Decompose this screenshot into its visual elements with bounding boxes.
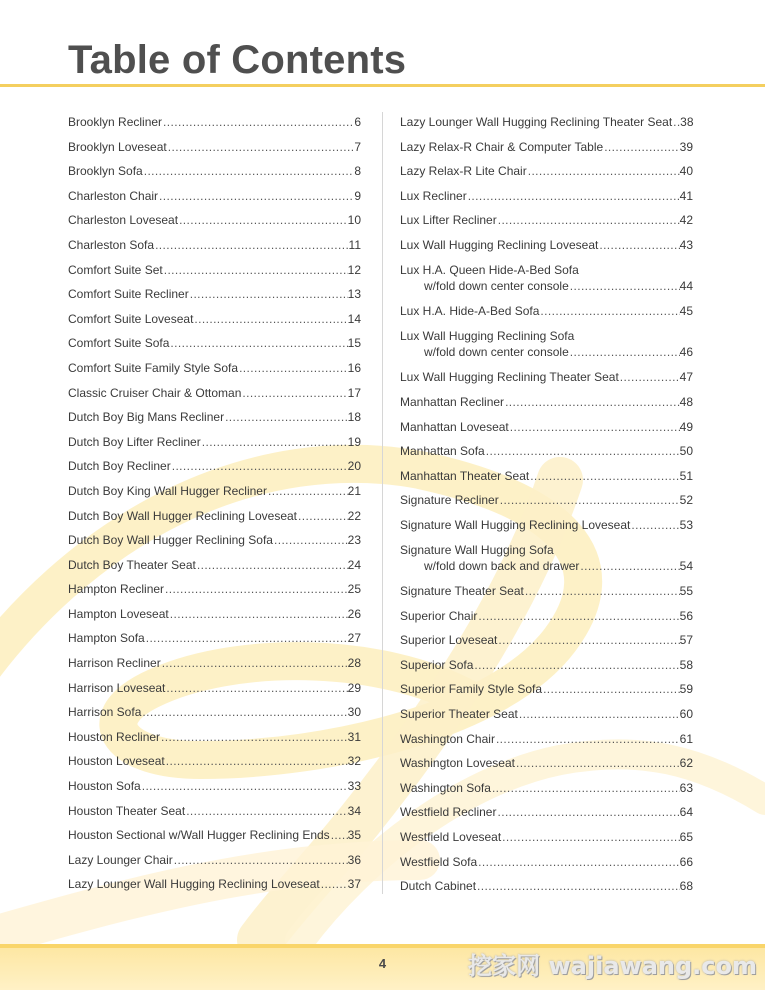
dot-leader	[672, 114, 680, 130]
toc-entry-subtitle: w/fold down center console	[424, 279, 569, 294]
toc-entry-page: 58	[679, 657, 693, 672]
toc-entry[interactable]	[68, 163, 361, 179]
toc-entry[interactable]	[400, 394, 693, 410]
toc-entry-title: Harrison Recliner	[68, 656, 161, 671]
dot-leader	[241, 385, 347, 401]
toc-entry[interactable]	[68, 409, 361, 425]
toc-entry-page: 16	[347, 360, 361, 375]
toc-entry-page: 40	[679, 164, 693, 179]
toc-entry-title: Westfield Sofa	[400, 854, 478, 869]
toc-entry[interactable]	[400, 188, 693, 204]
dot-leader	[160, 729, 348, 745]
toc-entry-page: 20	[347, 459, 361, 474]
toc-entry[interactable]	[68, 532, 361, 548]
dot-leader	[158, 188, 354, 204]
dot-leader	[501, 829, 679, 845]
toc-entry-title: Houston Sectional w/Wall Hugger Reclining Ends	[68, 828, 330, 843]
toc-entry-title: Superior Sofa	[400, 657, 474, 672]
toc-entry[interactable]	[68, 680, 361, 696]
dot-leader	[467, 188, 680, 204]
toc-entry-title: Westfield Loveseat	[400, 830, 502, 845]
toc-entry-title: Superior Loveseat	[400, 633, 498, 648]
toc-entry-subtitle: w/fold down center console	[424, 345, 569, 360]
toc-entry[interactable]	[68, 827, 361, 843]
toc-entry[interactable]	[68, 335, 361, 351]
toc-entry-page: 36	[347, 852, 361, 867]
toc-entry[interactable]	[400, 608, 693, 624]
toc-entry-title: Lux Wall Hugging Reclining Theater Seat	[400, 370, 619, 385]
dot-leader	[527, 163, 680, 179]
dot-leader	[518, 706, 680, 722]
toc-entry-page: 53	[679, 517, 693, 532]
toc-entry[interactable]	[68, 704, 361, 720]
toc-entry-page: 46	[679, 345, 693, 360]
toc-entry-title: Dutch Cabinet	[400, 879, 477, 894]
toc-entry-page: 26	[347, 606, 361, 621]
dot-leader	[569, 344, 680, 361]
toc-entry[interactable]	[68, 237, 361, 253]
toc-entry-page: 11	[348, 237, 361, 252]
dot-leader	[569, 278, 680, 295]
toc-entry-page: 10	[347, 213, 361, 228]
dot-leader	[330, 827, 348, 843]
toc-entry-title: Manhattan Sofa	[400, 444, 485, 459]
dot-leader	[491, 780, 680, 796]
toc-entry[interactable]	[400, 163, 693, 179]
toc-entry-title: Signature Recliner	[400, 493, 499, 508]
toc-entry-page: 48	[679, 394, 693, 409]
toc-entry-subtitle: w/fold down back and drawer	[424, 559, 580, 573]
toc-entry-title: Brooklyn Sofa	[68, 164, 143, 179]
toc-entry-page: 32	[347, 754, 361, 769]
toc-entry[interactable]	[68, 581, 361, 597]
dot-leader	[224, 409, 348, 425]
toc-entry-page: 9	[354, 188, 361, 203]
dot-leader	[603, 139, 679, 155]
toc-entry[interactable]	[400, 681, 693, 697]
toc-entry-title: Harrison Sofa	[68, 705, 142, 720]
toc-entry[interactable]	[400, 632, 693, 648]
dot-leader	[193, 311, 347, 327]
toc-entry[interactable]	[68, 212, 361, 228]
toc-entry-title: Manhattan Loveseat	[400, 419, 509, 434]
toc-entry[interactable]	[400, 854, 693, 870]
toc-entry-title: Lux H.A. Hide-A-Bed Sofa	[400, 304, 540, 319]
toc-entry-title: Comfort Suite Family Style Sofa	[68, 360, 239, 375]
toc-entry-page: 62	[679, 756, 693, 771]
toc-entry-title: Comfort Suite Set	[68, 262, 163, 277]
toc-entry[interactable]	[400, 542, 693, 575]
dot-leader	[476, 878, 680, 894]
dot-leader	[496, 804, 679, 820]
toc-entry[interactable]	[400, 583, 693, 599]
toc-entry-title: Superior Theater Seat	[400, 707, 518, 722]
dot-leader	[189, 286, 348, 302]
toc-entry-page: 28	[347, 656, 361, 671]
toc-entry-page: 57	[679, 633, 693, 648]
toc-entry[interactable]	[400, 114, 693, 130]
toc-entry-title: Lazy Lounger Chair	[68, 852, 173, 867]
toc-entry-page: 55	[679, 584, 693, 599]
toc-entry[interactable]	[68, 458, 361, 474]
toc-entry[interactable]	[400, 237, 693, 253]
toc-entry[interactable]	[400, 780, 693, 796]
dot-leader	[630, 517, 679, 533]
toc-entry-page: 38	[680, 115, 694, 129]
toc-entry-title: Dutch Boy Lifter Recliner	[68, 434, 201, 449]
toc-entry[interactable]	[400, 829, 693, 845]
dot-leader	[485, 443, 680, 459]
toc-right-column	[400, 114, 693, 903]
toc-entry[interactable]	[400, 731, 693, 747]
toc-entry[interactable]	[400, 303, 693, 319]
toc-entry[interactable]	[68, 311, 361, 327]
toc-entry-page: 33	[347, 779, 361, 794]
toc-entry[interactable]	[68, 729, 361, 745]
toc-entry-page: 30	[347, 705, 361, 720]
toc-entry-title: Washington Loveseat	[400, 756, 515, 771]
toc-entry-page: 8	[354, 164, 361, 179]
toc-entry-title: Dutch Boy King Wall Hugger Recliner	[68, 483, 267, 498]
dot-leader	[163, 262, 348, 278]
toc-entry-page: 25	[347, 582, 361, 597]
dot-leader	[165, 680, 347, 696]
toc-entry-title: Lazy Lounger Wall Hugging Reclining Loveseat	[68, 877, 320, 892]
toc-entry[interactable]	[68, 188, 361, 204]
toc-entry-page: 50	[679, 444, 693, 459]
toc-entry[interactable]	[400, 262, 693, 295]
dot-leader	[145, 630, 348, 646]
toc-entry-page: 31	[347, 729, 361, 744]
toc-entry-page: 18	[347, 410, 361, 425]
toc-entry-title: Superior Family Style Sofa	[400, 682, 543, 697]
toc-entry-page: 19	[347, 434, 361, 449]
dot-leader	[238, 360, 348, 376]
dot-leader	[201, 434, 348, 450]
toc-entry-page: 44	[679, 279, 693, 294]
dot-leader	[165, 753, 348, 769]
toc-entry-title: Signature Theater Seat	[400, 584, 524, 599]
toc-entry-page: 41	[679, 188, 693, 203]
watermark-logo: 挖家网 wajiawang.com	[468, 952, 757, 980]
toc-entry-page: 56	[679, 608, 693, 623]
dot-leader	[477, 608, 679, 624]
toc-entry-title: Westfield Recliner	[400, 805, 497, 820]
toc-entry-page: 7	[354, 139, 361, 154]
dot-leader	[598, 237, 679, 253]
toc-entry[interactable]	[400, 517, 693, 533]
toc-entry-page: 49	[679, 419, 693, 434]
dot-leader	[579, 558, 679, 575]
toc-entry[interactable]	[68, 262, 361, 278]
dot-leader	[169, 335, 347, 351]
toc-entry[interactable]	[400, 755, 693, 771]
toc-entry-page: 35	[347, 828, 361, 843]
toc-entry-page: 64	[679, 805, 693, 820]
dot-leader	[509, 419, 680, 435]
toc-entry-title: Signature Wall Hugging Reclining Loveseat	[400, 517, 631, 532]
toc-entry-page: 52	[679, 493, 693, 508]
toc-entry-title: Charleston Loveseat	[68, 213, 179, 228]
toc-entry[interactable]	[400, 804, 693, 820]
toc-entry-page: 43	[679, 237, 693, 252]
toc-entry-page: 54	[679, 559, 693, 573]
toc-entry-title: Manhattan Recliner	[400, 394, 505, 409]
toc-entry-page: 59	[679, 682, 693, 697]
dot-leader	[515, 755, 680, 771]
toc-entry-page: 68	[679, 879, 693, 894]
toc-entry[interactable]	[400, 657, 693, 673]
toc-entry-page: 12	[347, 262, 361, 277]
toc-entry[interactable]	[68, 753, 361, 769]
dot-leader	[320, 876, 348, 892]
page-number: 4	[378, 956, 387, 971]
toc-entry[interactable]	[400, 139, 693, 155]
toc-entry[interactable]	[68, 434, 361, 450]
toc-entry-title: Dutch Boy Recliner	[68, 459, 171, 474]
dot-leader	[477, 854, 679, 870]
dot-leader	[524, 583, 680, 599]
toc-entry-title: Comfort Suite Sofa	[68, 336, 170, 351]
toc-entry[interactable]	[68, 557, 361, 573]
toc-entry-title: Lazy Lounger Wall Hugging Reclining Theater Seat	[400, 115, 673, 129]
toc-entry-page: 45	[679, 304, 693, 319]
toc-entry[interactable]	[68, 876, 361, 892]
toc-entry-title: Hampton Loveseat	[68, 606, 169, 621]
toc-entry-page: 65	[679, 830, 693, 845]
dot-leader	[297, 508, 348, 524]
dot-leader	[495, 731, 680, 747]
toc-entry-page: 39	[679, 139, 693, 154]
toc-entry[interactable]	[68, 508, 361, 524]
toc-entry-page: 22	[347, 508, 361, 523]
toc-entry-page: 21	[347, 483, 361, 498]
dot-leader	[267, 483, 348, 499]
toc-entry-page: 6	[354, 115, 361, 129]
toc-entry-title: Brooklyn Recliner	[68, 115, 163, 129]
toc-entry-title: Lux Recliner	[400, 188, 467, 203]
toc-entry-title: Houston Loveseat	[68, 754, 165, 769]
toc-entry[interactable]	[68, 360, 361, 376]
toc-entry-page: 24	[347, 557, 361, 572]
dot-leader	[185, 803, 347, 819]
toc-entry-title: Washington Chair	[400, 731, 495, 746]
toc-entry-title: Charleston Sofa	[68, 237, 155, 252]
toc-entry-subline	[400, 558, 693, 575]
dot-leader	[499, 492, 680, 508]
toc-entry[interactable]	[68, 385, 361, 401]
toc-entry-title: Houston Sofa	[68, 779, 141, 794]
toc-entry-page: 51	[679, 468, 693, 483]
toc-entry-subline	[400, 344, 693, 361]
toc-entry-page: 27	[347, 631, 361, 646]
dot-leader	[497, 632, 679, 648]
title-underline	[0, 84, 765, 87]
dot-leader	[539, 303, 679, 319]
toc-entry-page: 17	[347, 385, 361, 400]
dot-leader	[161, 655, 348, 671]
toc-entry[interactable]	[68, 803, 361, 819]
dot-leader	[273, 532, 348, 548]
toc-entry-title: Lux Lifter Recliner	[400, 213, 497, 228]
toc-entry-title: Brooklyn Loveseat	[68, 139, 167, 154]
toc-entry-title: Lux Wall Hugging Reclining Sofa	[400, 328, 575, 343]
toc-entry-title: Superior Chair	[400, 608, 478, 623]
dot-leader	[473, 657, 679, 673]
toc-entry-title: Classic Cruiser Chair & Ottoman	[68, 385, 242, 400]
toc-entry-page: 66	[679, 854, 693, 869]
toc-entry[interactable]	[68, 483, 361, 499]
toc-entry-page: 63	[679, 780, 693, 795]
toc-entry[interactable]	[68, 655, 361, 671]
dot-leader	[171, 458, 348, 474]
toc-entry-title: Comfort Suite Recliner	[68, 287, 189, 302]
dot-leader	[164, 581, 348, 597]
toc-entry-title: Hampton Sofa	[68, 631, 145, 646]
toc-entry-title: Lux H.A. Queen Hide-A-Bed Sofa	[400, 262, 579, 277]
page-title: Table of Contents	[68, 38, 407, 82]
toc-entry-page: 29	[347, 680, 361, 695]
toc-entry-title: Charleston Chair	[68, 188, 159, 203]
toc-entry[interactable]	[400, 492, 693, 508]
dot-leader	[542, 681, 680, 697]
toc-entry[interactable]	[400, 443, 693, 459]
toc-entry[interactable]	[400, 212, 693, 228]
dot-leader	[173, 852, 348, 868]
column-divider	[382, 112, 383, 894]
toc-entry[interactable]	[68, 778, 361, 794]
toc-entry[interactable]	[68, 852, 361, 868]
dot-leader	[141, 704, 347, 720]
toc-entry-title: Lux Wall Hugging Reclining Loveseat	[400, 237, 599, 252]
toc-entry-title: Houston Recliner	[68, 729, 161, 744]
toc-entry-title: Dutch Boy Wall Hugger Reclining Loveseat	[68, 508, 298, 523]
toc-entry-title: Washington Sofa	[400, 780, 491, 795]
toc-entry-page: 47	[679, 370, 693, 385]
toc-entry-page: 34	[347, 803, 361, 818]
toc-entry[interactable]	[68, 286, 361, 302]
toc-entry[interactable]	[68, 630, 361, 646]
dot-leader	[141, 778, 348, 794]
toc-entry[interactable]	[68, 606, 361, 622]
dot-leader	[196, 557, 348, 573]
toc-entry-title: Houston Theater Seat	[68, 803, 186, 818]
toc-entry-page: 23	[347, 533, 361, 548]
dot-leader	[154, 237, 348, 253]
toc-entry[interactable]	[68, 114, 361, 130]
dot-leader	[497, 212, 680, 228]
dot-leader	[169, 606, 348, 622]
toc-entry-page: 14	[347, 311, 361, 326]
toc-entry-subline	[400, 278, 693, 295]
toc-entry-title: Comfort Suite Loveseat	[68, 311, 194, 326]
toc-left-column	[68, 114, 361, 901]
dot-leader	[162, 114, 354, 130]
dot-leader	[178, 212, 348, 228]
toc-entry[interactable]	[400, 878, 693, 894]
toc-entry-title: Hampton Recliner	[68, 582, 165, 597]
toc-entry-page: 42	[679, 213, 693, 228]
toc-entry-page: 13	[347, 287, 361, 302]
toc-entry-title: Lazy Relax-R Chair & Computer Table	[400, 139, 604, 154]
toc-entry[interactable]	[400, 468, 693, 484]
dot-leader	[504, 394, 680, 410]
dot-leader	[619, 369, 680, 385]
toc-entry-page: 60	[679, 707, 693, 722]
toc-entry[interactable]	[400, 706, 693, 722]
toc-entry-title: Lazy Relax-R Lite Chair	[400, 164, 527, 179]
toc-entry[interactable]	[400, 328, 693, 361]
toc-entry[interactable]	[400, 419, 693, 435]
dot-leader	[167, 139, 355, 155]
toc-entry-title: Harrison Loveseat	[68, 680, 166, 695]
toc-entry[interactable]	[68, 139, 361, 155]
dot-leader	[143, 163, 355, 179]
toc-entry-title: Dutch Boy Big Mans Recliner	[68, 410, 225, 425]
toc-entry-page: 37	[347, 877, 361, 892]
toc-entry[interactable]	[400, 369, 693, 385]
toc-entry-title: Manhattan Theater Seat	[400, 468, 530, 483]
toc-entry-page: 61	[679, 731, 693, 746]
toc-entry-title: Dutch Boy Wall Hugger Reclining Sofa	[68, 533, 273, 548]
toc-entry-title: Signature Wall Hugging Sofa	[400, 542, 554, 557]
dot-leader	[529, 468, 679, 484]
toc-entry-page: 15	[347, 336, 361, 351]
toc-entry-title: Dutch Boy Theater Seat	[68, 557, 196, 572]
